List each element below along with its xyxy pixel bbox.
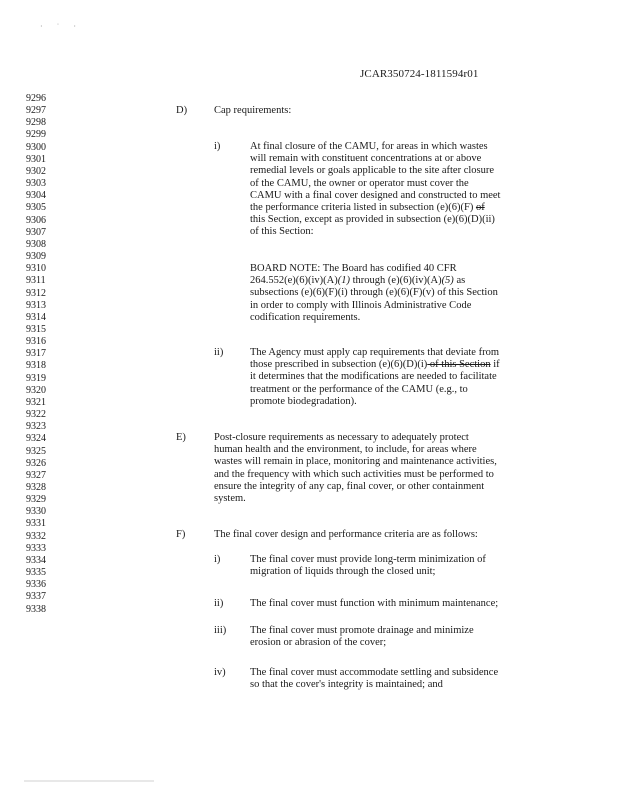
line-number: 9327 — [26, 469, 46, 481]
section-d-title: Cap requirements: — [214, 105, 292, 116]
line-number: 9326 — [26, 457, 46, 469]
text-line: BOARD NOTE: The Board has codified 40 CFR — [250, 263, 457, 274]
line-number: 9332 — [26, 530, 46, 542]
line-number: 9308 — [26, 238, 46, 250]
section-f-item-iv-text — [250, 667, 540, 691]
text-line: this Section, except as provided in subsection (e)(6)(D)(ii) — [250, 214, 495, 226]
line-number: 9319 — [26, 372, 46, 384]
section-f-item-ii-label: ii) — [214, 598, 224, 609]
section-e-text — [214, 432, 554, 505]
line-number: 9334 — [26, 554, 46, 566]
text-line — [250, 275, 540, 287]
text-line — [250, 202, 540, 214]
section-d-label: D) — [176, 105, 188, 116]
text-line: ensure the integrity of any cap, final cover, or other containment — [214, 480, 485, 492]
section-d-item-i-text — [250, 141, 540, 238]
text-span: as — [453, 275, 466, 287]
struck-text: of this Section — [427, 359, 491, 371]
text-line: migration of liquids through the closed unit; — [250, 566, 436, 578]
line-number: 9328 — [26, 482, 46, 493]
text-line: remedial levels or goals applicable to the site after closure — [250, 165, 495, 177]
section-f-title: The final cover design and performance criteria are as follows: — [214, 529, 478, 540]
line-number: 9338 — [26, 603, 46, 615]
text-line: The final cover must provide long-term minimization of — [250, 554, 486, 565]
line-number: 9303 — [26, 178, 46, 190]
text-span: the performance criteria listed in subsection (e)(6)(F) — [250, 201, 474, 213]
line-number: 9333 — [26, 542, 46, 554]
text-span: those prescribed in subsection (e)(6)(D)(i) — [250, 359, 428, 371]
board-note — [250, 263, 540, 324]
section-d-item-ii-label: ii) — [214, 347, 224, 358]
line-number: 9297 — [26, 105, 46, 117]
text-line: The final cover must function with minimum maintenance; — [250, 598, 499, 609]
scan-artifact — [24, 780, 154, 782]
section-f-label: F) — [176, 529, 186, 540]
line-number: 9329 — [26, 494, 46, 506]
text-line: The Agency must apply cap requirements that deviate from — [250, 347, 500, 358]
line-number: 9323 — [26, 421, 46, 433]
line-number: 9311 — [26, 275, 46, 287]
line-number: 9331 — [26, 518, 46, 530]
text-line: will remain with constituent concentrations at or above — [250, 153, 482, 165]
line-number: 9318 — [26, 360, 46, 372]
line-number: 9325 — [26, 445, 46, 457]
line-number: 9315 — [26, 323, 46, 335]
line-number: 9306 — [26, 214, 46, 226]
text-line — [250, 359, 540, 371]
text-line: of this Section: — [250, 226, 314, 238]
line-number: 9300 — [26, 141, 46, 153]
line-number: 9314 — [26, 311, 46, 323]
italic-text: (5) — [441, 275, 454, 287]
line-number: 9309 — [26, 251, 46, 263]
line-number: 9321 — [26, 396, 46, 408]
line-number: 9337 — [26, 591, 46, 603]
text-line: codification requirements. — [250, 311, 361, 323]
text-span: 264.552(e)(6)(iv)(A) — [250, 275, 338, 287]
line-number: 9335 — [26, 567, 46, 579]
line-number: 9316 — [26, 336, 46, 348]
document-id: JCAR350724-1811594r01 — [360, 68, 479, 80]
section-e-label: E) — [176, 432, 186, 443]
text-line: subsections (e)(6)(F)(i) through (e)(6)(F)(v) of this Section — [250, 287, 498, 299]
line-number: 9307 — [26, 226, 46, 238]
scan-artifact: · ˙ · — [40, 22, 82, 31]
section-f-item-i-text — [250, 554, 540, 578]
text-line: The final cover must promote drainage and minimize — [250, 625, 474, 636]
text-line: treatment or the performance of the CAMU (e.g., to — [250, 383, 468, 395]
line-number: 9317 — [26, 348, 46, 360]
line-number: 9302 — [26, 165, 46, 177]
line-number: 9313 — [26, 299, 46, 311]
text-line: human health and the environment, to include, for areas where — [214, 444, 477, 456]
text-line: in order to comply with Illinois Administrative Code — [250, 299, 472, 311]
line-number: 9310 — [26, 263, 46, 275]
line-number: 9320 — [26, 384, 46, 396]
section-d-item-ii-text — [250, 347, 540, 408]
text-line: erosion or abrasion of the cover; — [250, 637, 387, 649]
section-f-item-iii-label: iii) — [214, 625, 227, 636]
italic-text: (1) — [337, 275, 351, 287]
text-line: CAMU with a final cover designed and constructed to meet — [250, 189, 501, 201]
line-number-column — [26, 93, 66, 616]
section-f-item-iv-label: iv) — [214, 667, 226, 678]
section-f-item-i-label: i) — [214, 554, 221, 565]
text-line: wastes will remain in place, monitoring and maintenance activities, — [214, 456, 497, 468]
text-line: system. — [214, 492, 246, 504]
line-number: 9330 — [26, 506, 46, 518]
line-number: 9304 — [26, 190, 46, 202]
line-number: 9298 — [26, 117, 46, 129]
text-line: of the CAMU, the owner or operator must cover the — [250, 177, 469, 189]
line-number: 9336 — [26, 579, 46, 591]
text-line: and the frequency with which such activities must be performed to — [214, 468, 494, 480]
section-d-item-i-label: i) — [214, 141, 221, 152]
line-number: 9299 — [26, 129, 46, 141]
text-span: if — [490, 359, 500, 371]
text-line: it determines that the modifications are needed to facilitate — [250, 371, 497, 383]
section-f-item-iii-text — [250, 625, 540, 649]
line-number: 9301 — [26, 153, 46, 165]
text-line: At final closure of the CAMU, for areas in which wastes — [250, 141, 488, 152]
line-number: 9324 — [26, 433, 46, 445]
struck-text: of — [475, 201, 485, 213]
text-line: The final cover must accommodate settling and subsidence — [250, 667, 499, 678]
text-line: so that the cover's integrity is maintained; and — [250, 679, 443, 691]
line-number: 9312 — [26, 287, 46, 299]
line-number: 9305 — [26, 202, 46, 214]
text-line: Post-closure requirements as necessary to adequately protect — [214, 432, 469, 443]
line-number: 9296 — [26, 93, 46, 104]
text-span: through (e)(6)(iv)(A) — [350, 275, 442, 287]
line-number: 9322 — [26, 409, 46, 421]
section-f-item-ii-text — [250, 598, 540, 610]
text-line: promote biodegradation). — [250, 395, 357, 407]
